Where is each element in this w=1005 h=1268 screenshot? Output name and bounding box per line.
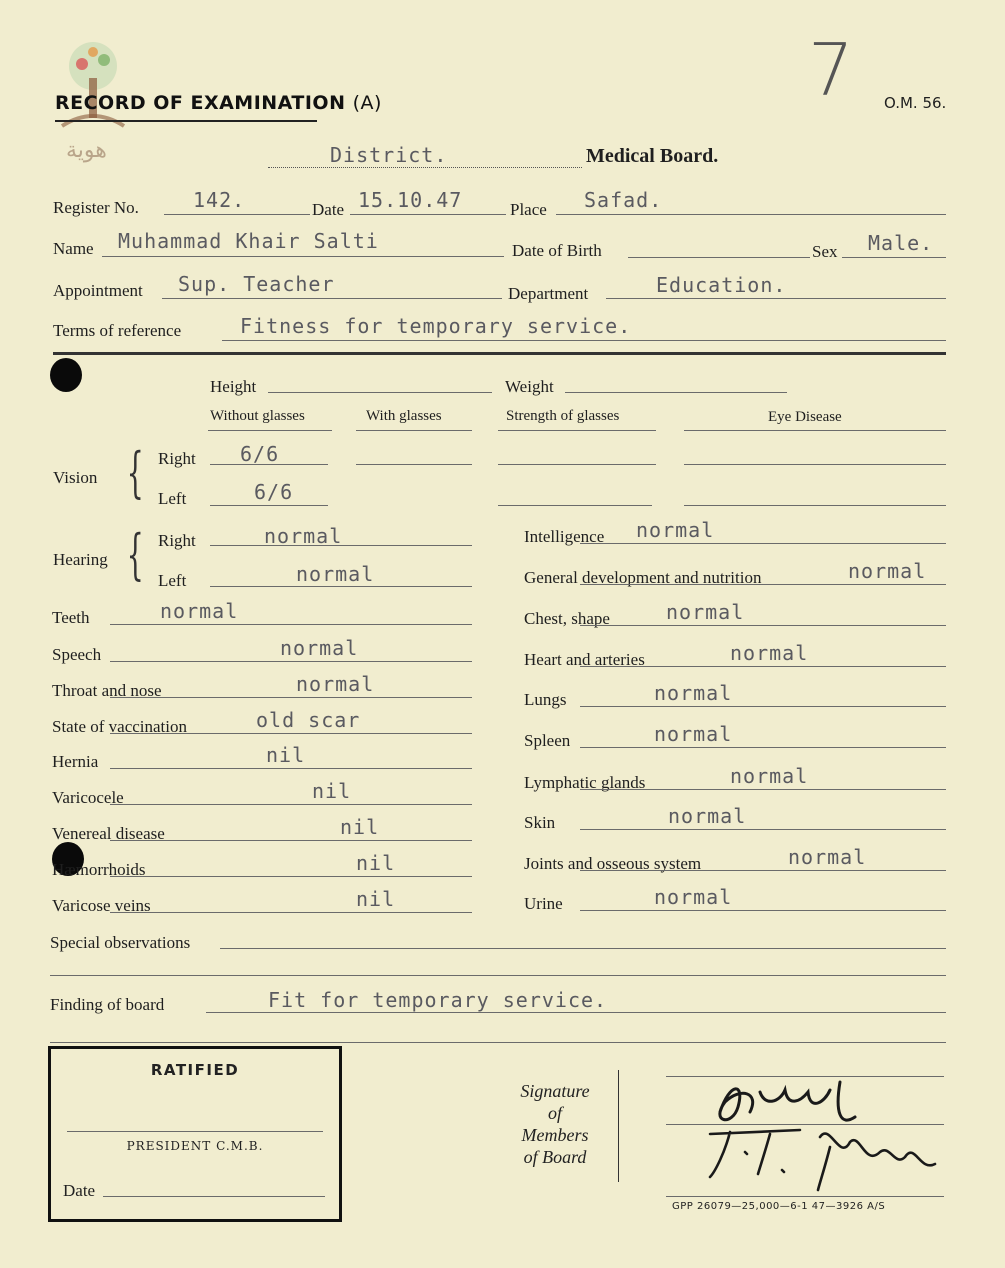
right-finding-line — [580, 870, 946, 871]
title-underline — [55, 120, 317, 122]
vision-right-line — [210, 464, 328, 465]
ratified-title: RATIFIED — [150, 1061, 240, 1079]
right-finding-value: normal — [730, 641, 809, 665]
finding-line — [206, 1012, 946, 1013]
dob-label: Date of Birth — [512, 241, 602, 260]
col-with-underline — [356, 430, 472, 431]
right-finding-line — [580, 910, 946, 911]
height-line — [268, 392, 492, 393]
left-finding-value: nil — [266, 743, 306, 767]
right-finding-label: Lungs — [524, 690, 567, 709]
right-finding-label: Heart and arteries — [524, 650, 645, 669]
appointment-value: Sup. Teacher — [178, 272, 335, 296]
ratified-date-label: Date — [63, 1181, 96, 1200]
right-finding-line — [580, 584, 946, 585]
left-finding-line — [110, 876, 472, 877]
signature-caption: Signature of Members of Board — [520, 1081, 590, 1167]
vision-left-strength-line — [498, 505, 652, 506]
right-finding-label: General development and nutrition — [524, 568, 762, 587]
left-finding-label: State of vaccination — [52, 717, 188, 736]
left-finding-label: Hernia — [52, 752, 99, 771]
col-strength: Strength of glasses — [506, 408, 620, 424]
finding-value: Fit for temporary service. — [268, 988, 608, 1012]
place-label: Place — [510, 200, 547, 219]
date-line — [350, 214, 506, 215]
left-finding-label: Varicocele — [52, 788, 124, 807]
left-finding-label: Venereal disease — [52, 824, 165, 843]
name-value: Muhammad Khair Salti — [118, 229, 379, 253]
col-strength-underline — [498, 430, 656, 431]
sex-value: Male. — [868, 231, 934, 255]
hearing-label: Hearing — [53, 550, 108, 569]
left-finding-value: old scar — [256, 708, 361, 732]
ratified-date-line — [103, 1196, 325, 1197]
print-code: GPP 26079—25,000—6-1 47—3926 A/S — [672, 1201, 886, 1212]
right-finding-value: normal — [666, 600, 745, 624]
right-finding-label: Lymphatic glands — [524, 773, 646, 792]
name-label: Name — [53, 239, 94, 258]
date-label: Date — [312, 200, 345, 219]
vision-label: Vision — [53, 468, 98, 487]
date-value: 15.10.47 — [358, 188, 463, 212]
right-finding-line — [580, 666, 946, 667]
sex-line — [842, 257, 946, 258]
place-value: Safad. — [584, 188, 663, 212]
president-label: PRESIDENT C.M.B. — [126, 1139, 264, 1153]
appointment-line — [162, 298, 502, 299]
left-finding-value: nil — [312, 779, 352, 803]
department-value: Education. — [656, 273, 787, 297]
board-type-value: District. — [330, 143, 448, 167]
form-code: O.M. 56. — [884, 94, 947, 112]
right-finding-line — [580, 543, 946, 544]
left-finding-line — [110, 697, 472, 698]
register-label: Register No. — [53, 198, 139, 217]
vision-left-label: Left — [158, 489, 187, 508]
hearing-right-label: Right — [158, 531, 196, 550]
left-finding-label: Teeth — [52, 608, 90, 627]
hearing-left-line — [210, 586, 472, 587]
terms-label: Terms of reference — [53, 321, 182, 340]
right-finding-line — [580, 829, 946, 830]
vision-right-with-line — [356, 464, 472, 465]
vision-left-eye-line — [684, 505, 946, 506]
dob-line — [628, 257, 810, 258]
register-line — [164, 214, 310, 215]
right-finding-value: normal — [654, 681, 733, 705]
right-finding-value: normal — [636, 518, 715, 542]
left-finding-line — [110, 624, 472, 625]
terms-line — [222, 340, 946, 341]
col-eye-underline — [684, 430, 946, 431]
left-finding-line — [110, 804, 472, 805]
finding-label: Finding of board — [50, 995, 165, 1014]
right-finding-label: Chest, shape — [524, 609, 610, 628]
president-signature-line — [67, 1131, 323, 1132]
left-finding-label: Hæmorrhoids — [52, 860, 146, 879]
finding-line-2 — [50, 1042, 946, 1043]
col-eye-disease: Eye Disease — [768, 409, 842, 425]
sex-label: Sex — [812, 242, 838, 261]
section-divider — [53, 352, 946, 355]
terms-value: Fitness for temporary service. — [240, 314, 632, 338]
register-value: 142. — [193, 188, 246, 212]
left-finding-line — [110, 840, 472, 841]
col-with-glasses: With glasses — [366, 408, 442, 424]
place-line — [556, 214, 946, 215]
left-finding-line — [110, 912, 472, 913]
department-label: Department — [508, 284, 589, 303]
hearing-brace: { — [126, 523, 144, 586]
hearing-left-value: normal — [296, 562, 375, 586]
logo-watermark-text: هوية — [66, 138, 107, 163]
right-finding-label: Intelligence — [524, 527, 605, 546]
weight-label: Weight — [505, 377, 554, 396]
appointment-label: Appointment — [53, 281, 143, 300]
vision-right-eye-line — [684, 464, 946, 465]
col-without-underline — [208, 430, 332, 431]
vision-right-label: Right — [158, 449, 196, 468]
hearing-left-label: Left — [158, 571, 187, 590]
right-finding-line — [580, 747, 946, 748]
board-suffix: Medical Board. — [586, 145, 719, 167]
left-finding-line — [110, 661, 472, 662]
height-label: Height — [210, 377, 257, 396]
right-finding-line — [580, 789, 946, 790]
signature-line-3 — [666, 1196, 944, 1197]
right-finding-line — [580, 625, 946, 626]
weight-line — [565, 392, 787, 393]
hearing-right-value: normal — [264, 524, 343, 548]
vision-right-value: 6/6 — [240, 442, 280, 466]
left-finding-label: Throat and nose — [52, 681, 162, 700]
vision-brace: { — [126, 441, 144, 504]
left-finding-value: normal — [160, 599, 239, 623]
right-finding-label: Skin — [524, 813, 556, 832]
special-observations-line-2 — [50, 975, 946, 976]
vision-left-value: 6/6 — [254, 480, 294, 504]
right-finding-value: normal — [654, 885, 733, 909]
right-finding-value: normal — [668, 804, 747, 828]
left-finding-label: Varicose veins — [52, 896, 151, 915]
left-finding-value: nil — [356, 887, 396, 911]
special-observations-line — [220, 948, 946, 949]
left-finding-line — [110, 733, 472, 734]
punch-hole-top — [50, 358, 82, 392]
right-finding-value: normal — [730, 764, 809, 788]
special-observations-label: Special observations — [50, 933, 191, 952]
left-finding-label: Speech — [52, 645, 102, 664]
signature-bracket — [618, 1070, 619, 1182]
right-finding-line — [580, 706, 946, 707]
vision-left-line — [210, 505, 328, 506]
left-finding-value: nil — [356, 851, 396, 875]
right-finding-label: Urine — [524, 894, 563, 913]
left-finding-line — [110, 768, 472, 769]
left-finding-value: normal — [280, 636, 359, 660]
right-finding-label: Spleen — [524, 731, 571, 750]
hearing-right-line — [210, 545, 472, 546]
col-without-glasses: Without glasses — [210, 408, 305, 424]
ratified-box — [48, 1046, 342, 1222]
page-number: 7 — [808, 28, 854, 112]
handwritten-signatures — [690, 1072, 950, 1192]
form-title: RECORD OF EXAMINATION (A) — [55, 92, 382, 114]
name-line — [102, 256, 504, 257]
right-finding-value: normal — [654, 722, 733, 746]
left-finding-value: normal — [296, 672, 375, 696]
left-finding-value: nil — [340, 815, 380, 839]
right-finding-value: normal — [848, 559, 927, 583]
vision-right-strength-line — [498, 464, 656, 465]
right-finding-value: normal — [788, 845, 867, 869]
board-type-line — [268, 167, 582, 168]
department-line — [606, 298, 946, 299]
right-finding-label: Joints and osseous system — [524, 854, 702, 873]
